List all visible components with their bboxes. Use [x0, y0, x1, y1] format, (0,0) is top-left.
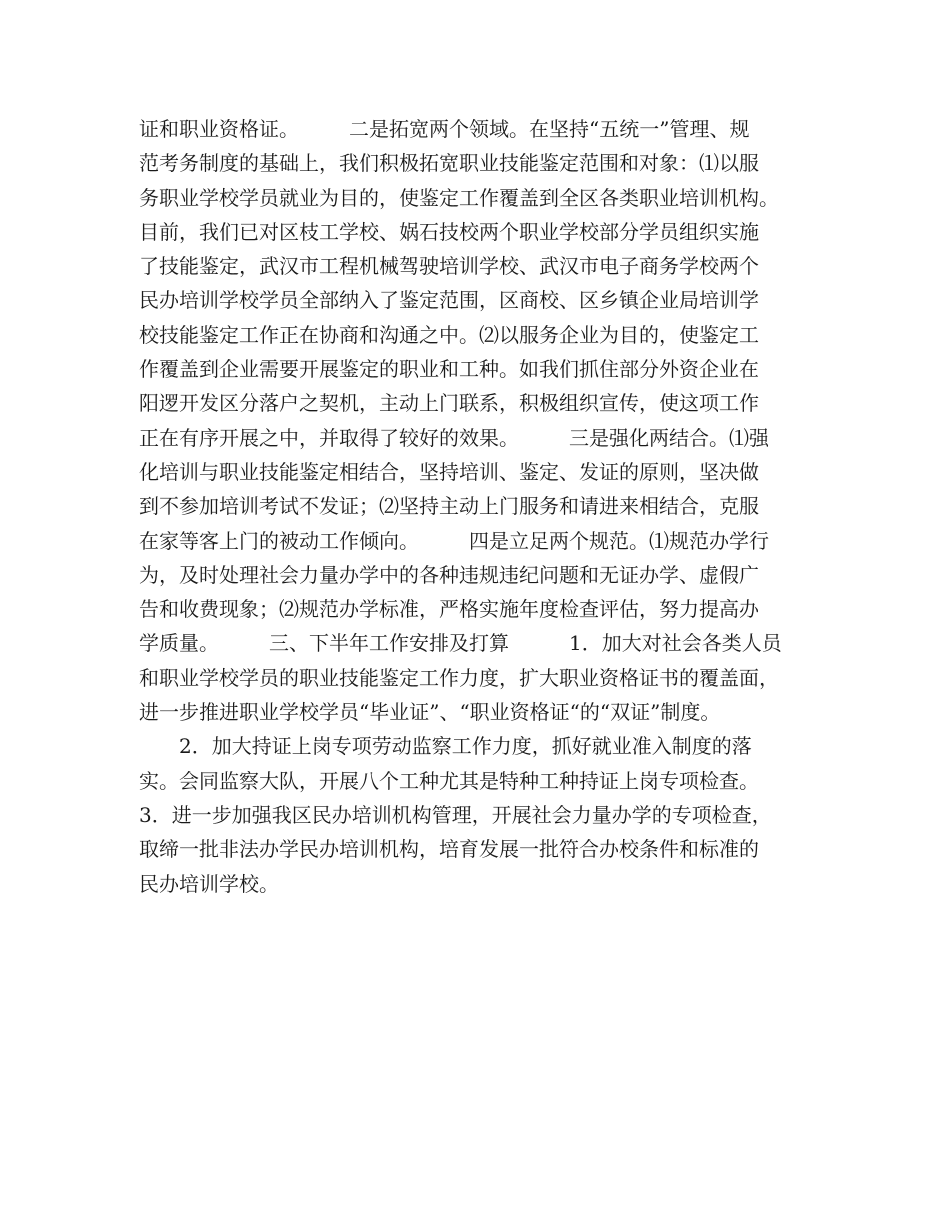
text-line: 证和职业资格证。 二是拓宽两个领域。在坚持“五统一”管理、规 — [139, 117, 750, 141]
text-line: 阳逻开发区分落户之契机，主动上门联系，积极组织宣传，使这项工作 — [139, 391, 759, 416]
text-line: 进一步推进职业学校学员“毕业证”、“职业资格证“的“双证”制度。 — [139, 700, 721, 725]
text-line: 了技能鉴定，武汉市工程机械驾驶培训学校、武汉市电子商务学校两个 — [139, 254, 759, 279]
text-line: 校技能鉴定工作正在协商和沟通之中。⑵以服务企业为目的，使鉴定工 — [139, 322, 759, 347]
text-line: 在家等客上门的被动工作倾向。 四是立足两个规范。⑴规范办学行 — [139, 528, 769, 553]
text-line: 实。会同监察大队，开展八个工种尤其是特种工种持证上岗专项检查。 — [139, 768, 759, 793]
text-line: 学质量。 三、下半年工作安排及打算 1．加大对社会各类人员 — [139, 631, 782, 656]
text-line: 目前，我们已对区枝工学校、娲石技校两个职业学校部分学员组织实施 — [139, 219, 759, 244]
text-line: 民办培训学校学员全部纳入了鉴定范围，区商校、区乡镇企业局培训学 — [139, 288, 759, 313]
text-line: 到不参加培训考试不发证；⑵坚持主动上门服务和请进来相结合，克服 — [139, 494, 759, 519]
text-line: 正在有序开展之中，并取得了较好的效果。 三是强化两结合。⑴强 — [139, 425, 769, 450]
text-line: 为，及时处理社会力量办学中的各种违规违纪问题和无证办学、虚假广 — [139, 562, 759, 587]
text-line: 范考务制度的基础上，我们积极拓宽职业技能鉴定范围和对象：⑴以服 — [139, 151, 759, 176]
text-line: 民办培训学校。 — [139, 871, 279, 896]
text-line: 务职业学校学员就业为目的，使鉴定工作覆盖到全区各类职业培训机构。 — [139, 185, 779, 210]
text-line: 2．加大持证上岗专项劳动监察工作力度，抓好就业准入制度的落 — [139, 734, 752, 759]
text-line: 取缔一批非法办学民办培训机构，培育发展一批符合办校条件和标准的 — [139, 837, 759, 862]
text-line: 作覆盖到企业需要开展鉴定的职业和工种。如我们抓住部分外资企业在 — [139, 357, 759, 382]
text-line: 告和收费现象；⑵规范办学标准，严格实施年度检查评估，努力提高办 — [139, 597, 759, 622]
text-line: 和职业学校学员的职业技能鉴定工作力度，扩大职业资格证书的覆盖面， — [139, 665, 779, 690]
body-text — [139, 112, 829, 901]
text-line: 3．进一步加强我区民办培训机构管理，开展社会力量办学的专项检查， — [139, 802, 772, 827]
text-line: 化培训与职业技能鉴定相结合，坚持培训、鉴定、发证的原则，坚决做 — [139, 459, 759, 484]
